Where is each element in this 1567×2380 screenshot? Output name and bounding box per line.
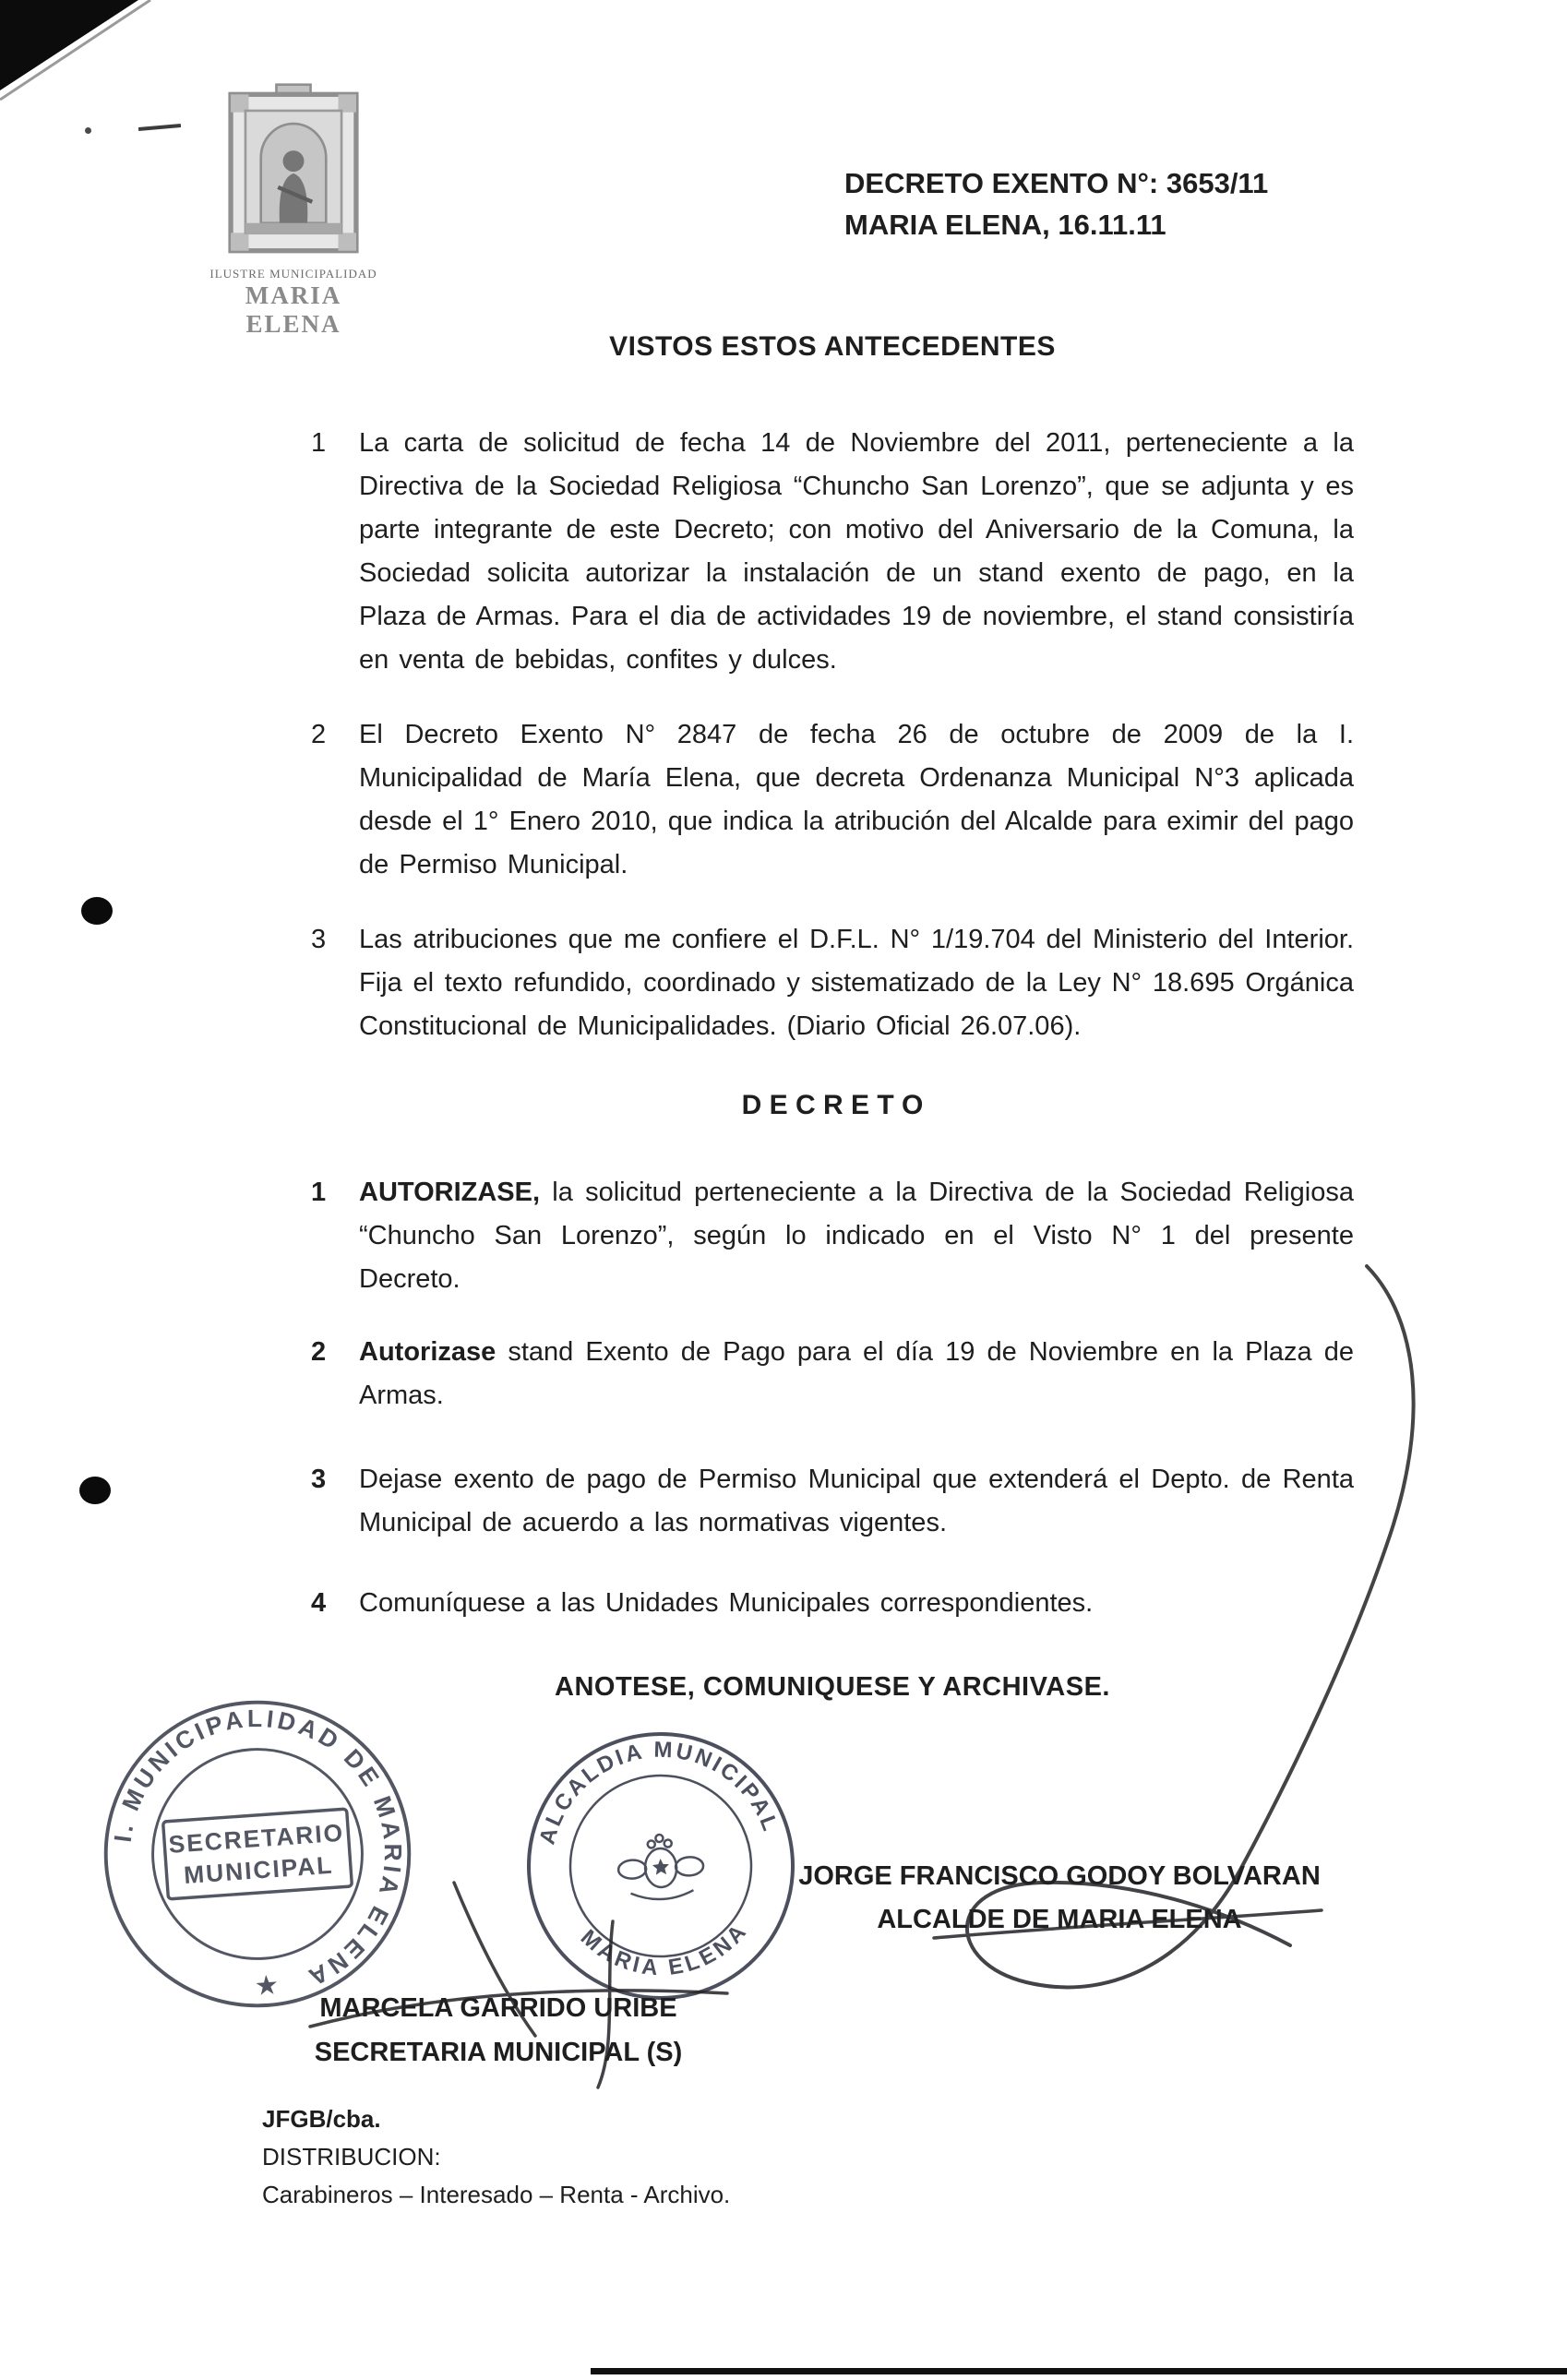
decreto-item-text	[359, 1582, 1354, 1625]
vistos-item-text: El Decreto Exento N° 2847 de fecha 26 de octubre de 2009 de la I. Municipalidad de María Elena, que decreta Ordenanza Municipal N°3 aplicada desde el 1° Enero 2010, que indica la atribución del Alcalde para eximir del pago de Permiso Municipal.	[359, 720, 1354, 879]
mayor-signature-block	[773, 1855, 1346, 1942]
decreto-item-number: 1	[311, 1178, 327, 1207]
document-footer	[262, 2100, 730, 2214]
hole-punch-mark	[81, 897, 113, 925]
secretary-stamp-ring-text: I. MUNICIPALIDAD DE MARIA ELENA	[108, 1704, 407, 1993]
decreto-item-4	[311, 1582, 1354, 1625]
decreto-item-1	[311, 1171, 1354, 1301]
vistos-title: VISTOS ESTOS ANTECEDENTES	[609, 331, 1056, 362]
svg-text:MARIA ELENA	[575, 1917, 756, 1985]
mayor-office-stamp	[515, 1720, 806, 2011]
vistos-item-number: 1	[311, 428, 327, 458]
decreto-item-rest: stand Exento de Pago para el día 19 de Noviembre en la Plaza de Armas.	[359, 1337, 1354, 1410]
decreto-item-number: 3	[311, 1465, 327, 1494]
vistos-item-1	[311, 422, 1354, 682]
decreto-item-2	[311, 1331, 1354, 1417]
logo-municipality-name: MARIA ELENA	[245, 281, 342, 338]
decreto-item-lead: Autorizase	[359, 1337, 496, 1367]
vistos-item-text: La carta de solicitud de fecha 14 de Noviembre del 2011, perteneciente a la Directiva de la Sociedad Religiosa “Chuncho San Lorenzo”, que se adjunta y es parte integrante de este Decreto; con motivo del Aniversario de la Comuna, la Sociedad solicita autorizar la instalación de un stand exento de pago, en la Plaza de Armas. Para el dia de actividades 19 de noviembre, el stand consistiría en venta de bebidas, confites y dulces.	[359, 428, 1354, 675]
decreto-item-rest: Dejase exento de pago de Permiso Municipal que extenderá el Depto. de Renta Municipal de acuerdo a las normativas vigentes.	[359, 1465, 1354, 1537]
vistos-item-text: Las atribuciones que me confiere el D.F.L. N° 1/19.704 del Ministerio del Interior. Fija el texto refundido, coordinado y sistematizado de la Ley N° 18.695 Orgánica Constitucional de Municipalidades. (Diario Oficial 26.07.06).	[359, 925, 1354, 1041]
mayor-title: ALCALDE DE MARIA ELENA	[877, 1905, 1242, 1934]
secretary-stamp-box-line2: MUNICIPAL	[183, 1850, 335, 1889]
decreto-item-number: 4	[311, 1588, 327, 1618]
decreto-item-rest: la solicitud perteneciente a la Directiva de la Sociedad Religiosa “Chuncho San Lorenzo”, según lo indicado en el Visto N° 1 del presente Decreto.	[359, 1178, 1354, 1294]
secretary-signature-block	[258, 1986, 738, 2075]
secretary-municipal-stamp	[84, 1680, 431, 2027]
scan-dot-artifact	[85, 127, 91, 134]
hole-punch-mark	[79, 1477, 111, 1504]
scan-dash-artifact	[138, 124, 181, 131]
decreto-item-text	[359, 1458, 1354, 1545]
decreto-item-lead: AUTORIZASE,	[359, 1178, 541, 1207]
footer-initials: JFGB/cba.	[262, 2105, 381, 2133]
decreto-item-rest: Comuníquese a las Unidades Municipales correspondientes.	[359, 1588, 1094, 1618]
mayor-name: JORGE FRANCISCO GODOY BOLVARAN	[798, 1861, 1321, 1891]
secretary-title: SECRETARIA MUNICIPAL (S)	[314, 2038, 683, 2067]
secretary-name: MARCELA GARRIDO URIBE	[319, 1993, 677, 2023]
decreto-item-3	[311, 1458, 1354, 1545]
vistos-item-number: 2	[311, 720, 327, 749]
secretary-stamp-star-icon: ★	[253, 1969, 281, 2003]
footer-distribution-list: Carabineros – Interesado – Renta - Archivo.	[262, 2181, 731, 2208]
vistos-item-number: 3	[311, 925, 327, 954]
scan-edge-line	[591, 2368, 1567, 2374]
municipal-emblem-image	[224, 81, 363, 264]
svg-text:ALCALDIA MUNICIPAL	[530, 1731, 784, 1848]
decree-place-date: MARIA ELENA, 16.11.11	[844, 209, 1166, 241]
decreto-item-number: 2	[311, 1337, 327, 1367]
municipal-seal	[197, 81, 390, 339]
vistos-item-3	[311, 918, 1354, 1048]
logo-institution-label: ILUSTRE MUNICIPALIDAD	[209, 267, 377, 281]
document-body	[311, 325, 1354, 1709]
closing-formula: ANOTESE, COMUNIQUESE Y ARCHIVASE.	[555, 1672, 1110, 1702]
footer-distribution-label: DISTRIBUCION:	[262, 2143, 441, 2171]
vistos-item-2	[311, 713, 1354, 887]
decreto-item-text	[359, 1171, 1354, 1301]
page-corner-fold	[0, 0, 194, 120]
mayor-stamp-coat-of-arms	[616, 1833, 705, 1902]
decree-number: DECRETO EXENTO N°: 3653/11	[844, 167, 1269, 199]
mayor-stamp-top-text: ALCALDIA MUNICIPAL	[534, 1737, 784, 1848]
decree-header	[844, 162, 1268, 245]
mayor-stamp-bottom-text: MARIA ELENA	[575, 1917, 754, 1981]
secretary-stamp-box-line1: SECRETARIO	[167, 1818, 345, 1859]
decreto-item-text	[359, 1331, 1354, 1417]
decreto-title: D E C R E T O	[741, 1090, 924, 1120]
